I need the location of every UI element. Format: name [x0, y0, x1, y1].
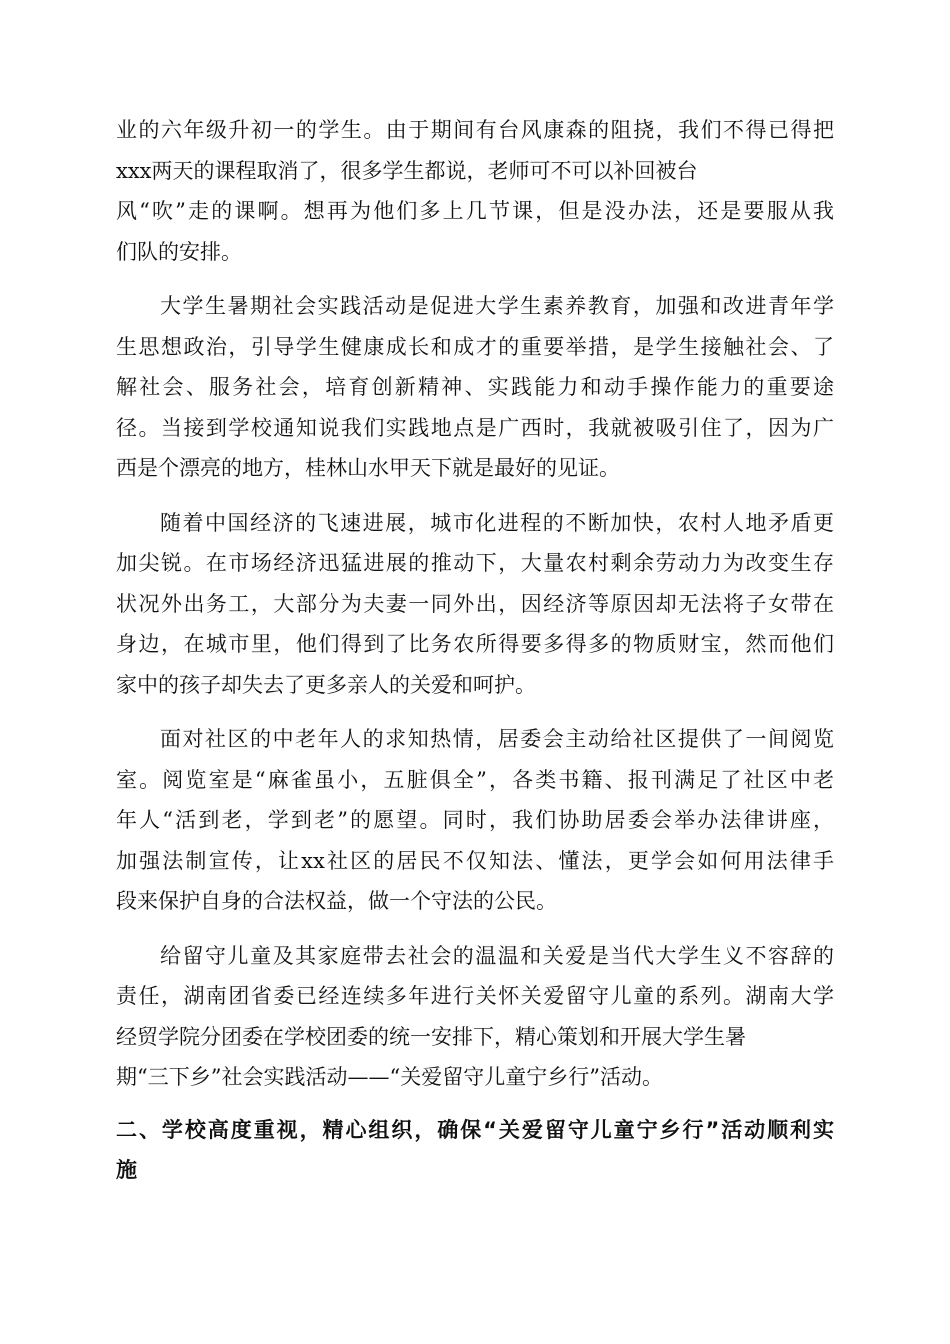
text-line: 解社会、服务社会，培育创新精神、实践能力和动手操作能力的重要途	[116, 375, 834, 399]
text-line: 期“三下乡”社会实践活动——“关爱留守儿童宁乡行”活动。	[116, 1065, 663, 1089]
paragraph-continued	[116, 110, 834, 272]
heading-line: 二、学校高度重视，精心组织，确保“关爱留守儿童宁乡行”活动顺利实	[116, 1117, 834, 1142]
text-line: 们队的安排。	[116, 239, 242, 264]
text-line: 室。阅览室是“麻雀虽小，五脏俱全”，各类书籍、报刊满足了社区中老	[116, 767, 834, 792]
paragraph	[116, 286, 834, 489]
text-line: 加强法制宣传，让xx社区的居民不仅知法、懂法，更学会如何用法律手	[116, 848, 834, 873]
text-line: 加尖锐。在市场经济迅猛进展的推动下，大量农村剩余劳动力为改变生存	[116, 551, 834, 575]
heading-line: 施	[116, 1158, 137, 1182]
text-line: 责任，湖南团省委已经连续多年进行关怀关爱留守儿童的系列。湖南大学	[116, 984, 834, 1008]
paragraph	[116, 719, 834, 922]
text-line: 身边，在城市里，他们得到了比务农所得要多得多的物质财宝，然而他们	[116, 632, 834, 656]
paragraph	[116, 503, 834, 706]
document-page	[116, 110, 834, 1191]
section-heading	[116, 1110, 834, 1191]
text-line: 家中的孩子却失去了更多亲人的关爱和呵护。	[116, 672, 536, 697]
text-line: 业的六年级升初一的学生。由于期间有台风康森的阻挠，我们不得已得把	[116, 118, 834, 142]
text-line: 年人“活到老，学到老”的愿望。同时，我们协助居委会举办法律讲座，	[116, 808, 834, 832]
text-line: 风“吹”走的课啊。想再为他们多上几节课，但是没办法，还是要服从我	[116, 199, 834, 223]
text-line: 随着中国经济的飞速进展，城市化进程的不断加快，农村人地矛盾更	[160, 510, 834, 535]
text-line: 段来保护自身的合法权益，做一个守法的公民。	[116, 889, 557, 913]
text-line: 生思想政治，引导学生健康成长和成才的重要举措，是学生接触社会、了	[116, 334, 834, 359]
text-line: xxx两天的课程取消了，很多学生都说，老师可不可以补回被台	[116, 158, 698, 183]
text-line: 状况外出务工，大部分为夫妻一同外出，因经济等原因却无法将子女带在	[116, 591, 834, 616]
text-line: 经贸学院分团委在学校团委的统一安排下，精心策划和开展大学生暑	[116, 1024, 746, 1049]
text-line: 西是个漂亮的地方，桂林山水甲天下就是最好的见证。	[116, 456, 620, 480]
text-line: 径。当接到学校通知说我们实践地点是广西时，我就被吸引住了，因为广	[116, 415, 834, 440]
paragraph	[116, 936, 834, 1098]
text-line: 给留守儿童及其家庭带去社会的温温和关爱是当代大学生义不容辞的	[160, 943, 834, 968]
text-line: 面对社区的中老年人的求知热情，居委会主动给社区提供了一间阅览	[160, 727, 834, 751]
text-line: 大学生暑期社会实践活动是促进大学生素养教育，加强和改进青年学	[160, 294, 834, 318]
